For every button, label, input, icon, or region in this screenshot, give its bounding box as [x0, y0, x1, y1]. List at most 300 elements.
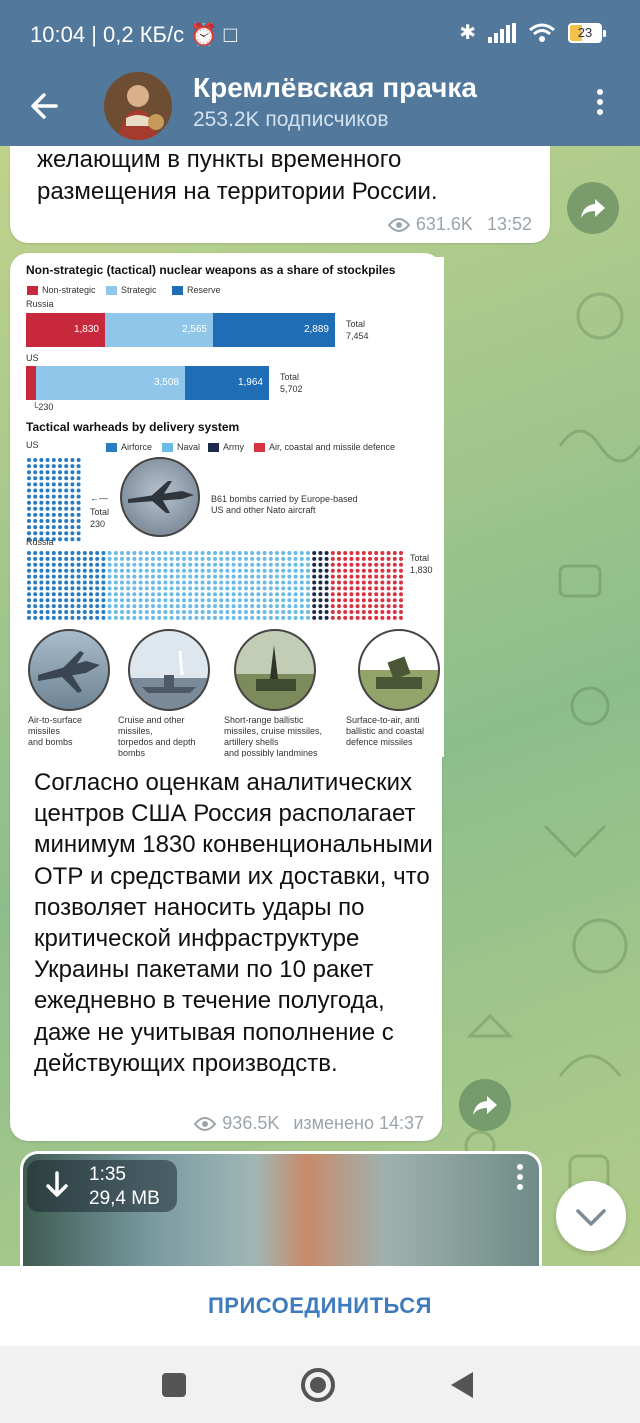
warhead-dot — [337, 569, 341, 573]
legend-label-naval: Naval — [177, 442, 201, 452]
warhead-dot — [356, 581, 360, 585]
warhead-dot — [151, 575, 155, 579]
warhead-dot — [58, 489, 62, 493]
warhead-dot — [170, 575, 174, 579]
warhead-dot — [46, 519, 50, 523]
warhead-dot — [238, 581, 242, 585]
warhead-dot — [89, 586, 93, 590]
bar-russia-nonstrategic: 1,830 — [26, 313, 105, 347]
warhead-dot — [225, 598, 229, 602]
warhead-dot — [269, 604, 273, 608]
warhead-dot — [163, 581, 167, 585]
warhead-dot — [318, 563, 322, 567]
warhead-dot — [132, 557, 136, 561]
russia-total2-value: 1,830 — [410, 565, 433, 575]
warhead-dot — [70, 557, 74, 561]
us-total-label: Total — [280, 372, 300, 382]
warhead-dot — [52, 557, 56, 561]
warhead-dot — [163, 610, 167, 614]
warhead-dot — [77, 551, 81, 555]
warhead-dot — [163, 592, 167, 596]
warhead-dot — [393, 598, 397, 602]
warhead-dot — [238, 610, 242, 614]
warhead-dot — [27, 501, 31, 505]
warhead-dot — [244, 604, 248, 608]
warhead-dot — [108, 604, 112, 608]
warhead-dot — [232, 616, 236, 620]
warhead-dot — [325, 551, 329, 555]
warhead-dot — [263, 604, 267, 608]
warhead-dot — [201, 610, 205, 614]
warhead-dot — [250, 592, 254, 596]
back-arrow-icon[interactable] — [24, 84, 68, 128]
warhead-dot — [238, 604, 242, 608]
warhead-dot — [393, 575, 397, 579]
battery-level: 23 — [577, 24, 593, 40]
warhead-dot — [281, 551, 285, 555]
warhead-dot — [46, 464, 50, 468]
warhead-dot — [77, 616, 81, 620]
warhead-dot — [145, 592, 149, 596]
warhead-dot — [170, 604, 174, 608]
warhead-dot — [120, 604, 124, 608]
warhead-dot — [325, 604, 329, 608]
warhead-dot — [95, 586, 99, 590]
warhead-dot — [33, 513, 37, 517]
warhead-dot — [294, 610, 298, 614]
home-icon[interactable] — [301, 1368, 335, 1402]
warhead-dot — [374, 610, 378, 614]
warhead-dot — [77, 525, 81, 529]
warhead-dot — [287, 592, 291, 596]
message-bubble-infographic[interactable] — [10, 253, 442, 1141]
warhead-dot — [39, 519, 43, 523]
warhead-dot — [39, 513, 43, 517]
warhead-dot — [300, 569, 304, 573]
legend-swatch-naval — [162, 443, 173, 452]
warhead-dot — [182, 610, 186, 614]
warhead-dot — [52, 464, 56, 468]
warhead-dot — [170, 592, 174, 596]
chevron-down-icon — [556, 1181, 626, 1251]
views-count: 936.5K — [222, 1113, 280, 1133]
warhead-dot — [306, 557, 310, 561]
warhead-dot — [77, 537, 81, 541]
warhead-dot — [312, 598, 316, 602]
warhead-dot — [306, 551, 310, 555]
warhead-dot — [269, 581, 273, 585]
warhead-dot — [399, 575, 403, 579]
warhead-dot — [250, 586, 254, 590]
warhead-dot — [182, 592, 186, 596]
video-download-badge[interactable] — [27, 1160, 177, 1212]
warhead-dot — [64, 470, 68, 474]
warhead-dot — [101, 551, 105, 555]
warhead-dot — [170, 563, 174, 567]
warhead-dot — [269, 610, 273, 614]
share-button[interactable] — [567, 182, 619, 234]
bar-us-nonstrategic — [26, 366, 36, 400]
scroll-down-button[interactable] — [556, 1181, 626, 1251]
b61-caption: B61 bombs carried by Europe-based US and other Nato aircraft — [211, 494, 358, 515]
warhead-dot — [194, 575, 198, 579]
warhead-dot — [362, 610, 366, 614]
warhead-dot — [151, 610, 155, 614]
warhead-dot — [275, 551, 279, 555]
warhead-dot — [281, 604, 285, 608]
warhead-dot — [27, 525, 31, 529]
warhead-dot — [70, 470, 74, 474]
warhead-dot — [70, 519, 74, 523]
warhead-dot — [95, 551, 99, 555]
warhead-dot — [33, 557, 37, 561]
warhead-dot — [27, 507, 31, 511]
warhead-dot — [256, 616, 260, 620]
caption-cruise-missiles: Cruise and other missiles, torpedos and depth bombs — [118, 715, 196, 757]
warhead-dot — [343, 586, 347, 590]
warhead-dot — [294, 563, 298, 567]
signal-icon — [488, 23, 516, 43]
warhead-dot — [70, 476, 74, 480]
warhead-dot — [176, 551, 180, 555]
warhead-dot — [219, 586, 223, 590]
warhead-dot — [151, 592, 155, 596]
warhead-dot — [225, 586, 229, 590]
warhead-dot — [188, 610, 192, 614]
warhead-dot — [275, 604, 279, 608]
more-menu-icon[interactable] — [588, 86, 612, 122]
warhead-dot — [139, 604, 143, 608]
warhead-dot — [46, 557, 50, 561]
warhead-dot — [70, 592, 74, 596]
warhead-dot — [64, 507, 68, 511]
warhead-dot — [83, 575, 87, 579]
warhead-dot — [225, 551, 229, 555]
download-icon — [43, 1170, 71, 1202]
warhead-dot — [188, 592, 192, 596]
caption-air-to-surface: Air-to-surface missiles and bombs — [28, 715, 83, 747]
warhead-dot — [380, 592, 384, 596]
warhead-dot — [269, 592, 273, 596]
warhead-dot — [263, 563, 267, 567]
warhead-dot — [77, 569, 81, 573]
warhead-dot — [64, 604, 68, 608]
warhead-dot — [232, 557, 236, 561]
warship-photo — [128, 629, 210, 711]
warhead-dot — [312, 604, 316, 608]
warhead-dot — [27, 575, 31, 579]
warhead-dot — [27, 470, 31, 474]
warhead-dot — [27, 598, 31, 602]
warhead-dot — [120, 586, 124, 590]
warhead-dot — [374, 551, 378, 555]
warhead-dot — [139, 557, 143, 561]
warhead-dot — [393, 569, 397, 573]
warhead-dot — [238, 569, 242, 573]
warhead-dot — [145, 581, 149, 585]
warhead-dot — [52, 598, 56, 602]
warhead-dot — [33, 458, 37, 462]
warhead-dot — [39, 470, 43, 474]
warhead-dot — [64, 531, 68, 535]
warhead-dot — [318, 586, 322, 590]
warhead-dot — [318, 557, 322, 561]
warhead-dot — [393, 581, 397, 585]
warhead-dot — [356, 616, 360, 620]
warhead-dot — [368, 581, 372, 585]
warhead-dot — [337, 563, 341, 567]
warhead-dot — [337, 551, 341, 555]
warhead-dot — [368, 563, 372, 567]
warhead-dot — [337, 557, 341, 561]
warhead-dot — [281, 557, 285, 561]
warhead-dot — [368, 575, 372, 579]
legend-label-airforce: Airforce — [121, 442, 153, 452]
warhead-dot — [244, 557, 248, 561]
warhead-dot — [176, 575, 180, 579]
infographic-image[interactable] — [24, 257, 444, 757]
warhead-dot — [126, 563, 130, 567]
warhead-dot — [337, 575, 341, 579]
views-eye-icon — [388, 218, 410, 232]
warhead-dot — [287, 557, 291, 561]
channel-title[interactable]: Кремлёвская прачка — [193, 72, 477, 103]
warhead-dot — [70, 569, 74, 573]
warhead-dot — [163, 569, 167, 573]
warhead-dot — [33, 464, 37, 468]
share-button[interactable] — [459, 1079, 511, 1131]
warhead-dot — [120, 569, 124, 573]
warhead-dot — [281, 616, 285, 620]
warhead-dot — [39, 610, 43, 614]
warhead-dot — [120, 616, 124, 620]
warhead-dot — [27, 482, 31, 486]
warhead-dot — [374, 575, 378, 579]
warhead-dot — [306, 610, 310, 614]
warhead-dot — [182, 563, 186, 567]
channel-avatar[interactable] — [104, 72, 172, 140]
warhead-dot — [70, 604, 74, 608]
warhead-dot — [238, 557, 242, 561]
warhead-dot — [387, 581, 391, 585]
warhead-dot — [393, 610, 397, 614]
warhead-dot — [287, 551, 291, 555]
warhead-dot — [368, 569, 372, 573]
warhead-dot — [275, 569, 279, 573]
warhead-dot — [151, 586, 155, 590]
warhead-dot — [325, 616, 329, 620]
warhead-dot — [126, 581, 130, 585]
warhead-dot — [89, 616, 93, 620]
warhead-dot — [176, 581, 180, 585]
warhead-dot — [188, 569, 192, 573]
warhead-dot — [64, 495, 68, 499]
warhead-dot — [70, 525, 74, 529]
warhead-dot — [219, 581, 223, 585]
warhead-dot — [300, 551, 304, 555]
warhead-dot — [256, 563, 260, 567]
warhead-dot — [157, 551, 161, 555]
warhead-dot — [89, 569, 93, 573]
legend-swatch-army — [208, 443, 219, 452]
warhead-dot — [300, 598, 304, 602]
warhead-dot — [89, 563, 93, 567]
warhead-dot — [387, 586, 391, 590]
warhead-dot — [58, 501, 62, 505]
warhead-dot — [64, 610, 68, 614]
join-button[interactable]: ПРИСОЕДИНИТЬСЯ — [207, 1293, 432, 1318]
warhead-dot — [356, 563, 360, 567]
warhead-dot — [393, 557, 397, 561]
warhead-dot — [362, 563, 366, 567]
warhead-dot — [33, 482, 37, 486]
russia-warheads-dots — [26, 550, 406, 622]
warhead-dot — [101, 569, 105, 573]
warhead-dot — [163, 563, 167, 567]
warhead-dot — [70, 581, 74, 585]
warhead-dot — [387, 575, 391, 579]
warhead-dot — [58, 581, 62, 585]
warhead-dot — [64, 563, 68, 567]
warhead-dot — [207, 563, 211, 567]
warhead-dot — [387, 604, 391, 608]
warhead-dot — [225, 616, 229, 620]
warhead-dot — [337, 598, 341, 602]
video-message[interactable] — [20, 1151, 542, 1269]
warhead-dot — [101, 604, 105, 608]
warhead-dot — [312, 581, 316, 585]
bluetooth-icon: ✱ — [459, 22, 476, 44]
warhead-dot — [294, 598, 298, 602]
warhead-dot — [46, 513, 50, 517]
warhead-dot — [126, 610, 130, 614]
warhead-dot — [46, 531, 50, 535]
warhead-dot — [337, 581, 341, 585]
warhead-dot — [33, 598, 37, 602]
warhead-dot — [39, 476, 43, 480]
warhead-dot — [225, 604, 229, 608]
warhead-dot — [256, 551, 260, 555]
warhead-dot — [225, 581, 229, 585]
russia-total-value: 7,454 — [346, 331, 369, 341]
warhead-dot — [387, 610, 391, 614]
warhead-dot — [387, 598, 391, 602]
warhead-dot — [58, 470, 62, 474]
warhead-dot — [70, 616, 74, 620]
warhead-dot — [139, 551, 143, 555]
warhead-dot — [287, 586, 291, 590]
warhead-dot — [95, 598, 99, 602]
warhead-dot — [232, 551, 236, 555]
warhead-dot — [232, 586, 236, 590]
warhead-dot — [331, 592, 335, 596]
warhead-dot — [194, 563, 198, 567]
warhead-dot — [108, 616, 112, 620]
warhead-dot — [343, 604, 347, 608]
warhead-dot — [294, 616, 298, 620]
warhead-dot — [374, 598, 378, 602]
warhead-dot — [281, 569, 285, 573]
warhead-dot — [225, 610, 229, 614]
warhead-dot — [349, 598, 353, 602]
warhead-dot — [33, 592, 37, 596]
message-bubble[interactable] — [10, 146, 550, 243]
warhead-dot — [52, 586, 56, 590]
warhead-dot — [176, 604, 180, 608]
warhead-dot — [27, 586, 31, 590]
warhead-dot — [201, 557, 205, 561]
warhead-dot — [380, 604, 384, 608]
legend-label-nonstrategic: Non-strategic — [42, 285, 96, 295]
warhead-dot — [52, 525, 56, 529]
warhead-dot — [250, 598, 254, 602]
warhead-dot — [256, 598, 260, 602]
recent-apps-icon[interactable] — [162, 1373, 186, 1397]
warhead-dot — [238, 551, 242, 555]
warhead-dot — [95, 604, 99, 608]
warhead-dot — [269, 598, 273, 602]
warhead-dot — [27, 557, 31, 561]
warhead-dot — [300, 581, 304, 585]
warhead-dot — [318, 610, 322, 614]
warhead-dot — [27, 616, 31, 620]
warhead-dot — [287, 569, 291, 573]
warhead-dot — [52, 604, 56, 608]
warhead-dot — [33, 604, 37, 608]
warhead-dot — [256, 569, 260, 573]
warhead-dot — [356, 575, 360, 579]
warhead-dot — [337, 616, 341, 620]
warhead-dot — [39, 501, 43, 505]
warhead-dot — [151, 563, 155, 567]
warhead-dot — [77, 575, 81, 579]
warhead-dot — [194, 610, 198, 614]
warhead-dot — [256, 575, 260, 579]
warhead-dot — [281, 575, 285, 579]
warhead-dot — [331, 563, 335, 567]
bar-russia-strategic: 2,565 — [105, 313, 213, 347]
warhead-dot — [151, 598, 155, 602]
warhead-dot — [139, 581, 143, 585]
warhead-dot — [58, 507, 62, 511]
warhead-dot — [83, 557, 87, 561]
warhead-dot — [207, 610, 211, 614]
warhead-dot — [120, 551, 124, 555]
warhead-dot — [213, 575, 217, 579]
warhead-dot — [58, 458, 62, 462]
warhead-dot — [33, 519, 37, 523]
warhead-dot — [83, 551, 87, 555]
warhead-dot — [219, 557, 223, 561]
warhead-dot — [89, 598, 93, 602]
warhead-dot — [170, 598, 174, 602]
warhead-dot — [126, 616, 130, 620]
warhead-dot — [374, 557, 378, 561]
warhead-dot — [368, 586, 372, 590]
warhead-dot — [263, 557, 267, 561]
back-icon[interactable] — [451, 1372, 473, 1398]
warhead-dot — [331, 610, 335, 614]
warhead-dot — [250, 610, 254, 614]
video-more-icon[interactable] — [517, 1164, 525, 1194]
warhead-dot — [176, 598, 180, 602]
warhead-dot — [207, 569, 211, 573]
warhead-dot — [46, 581, 50, 585]
warhead-dot — [145, 557, 149, 561]
warhead-dot — [95, 581, 99, 585]
warhead-dot — [201, 575, 205, 579]
warhead-dot — [39, 575, 43, 579]
